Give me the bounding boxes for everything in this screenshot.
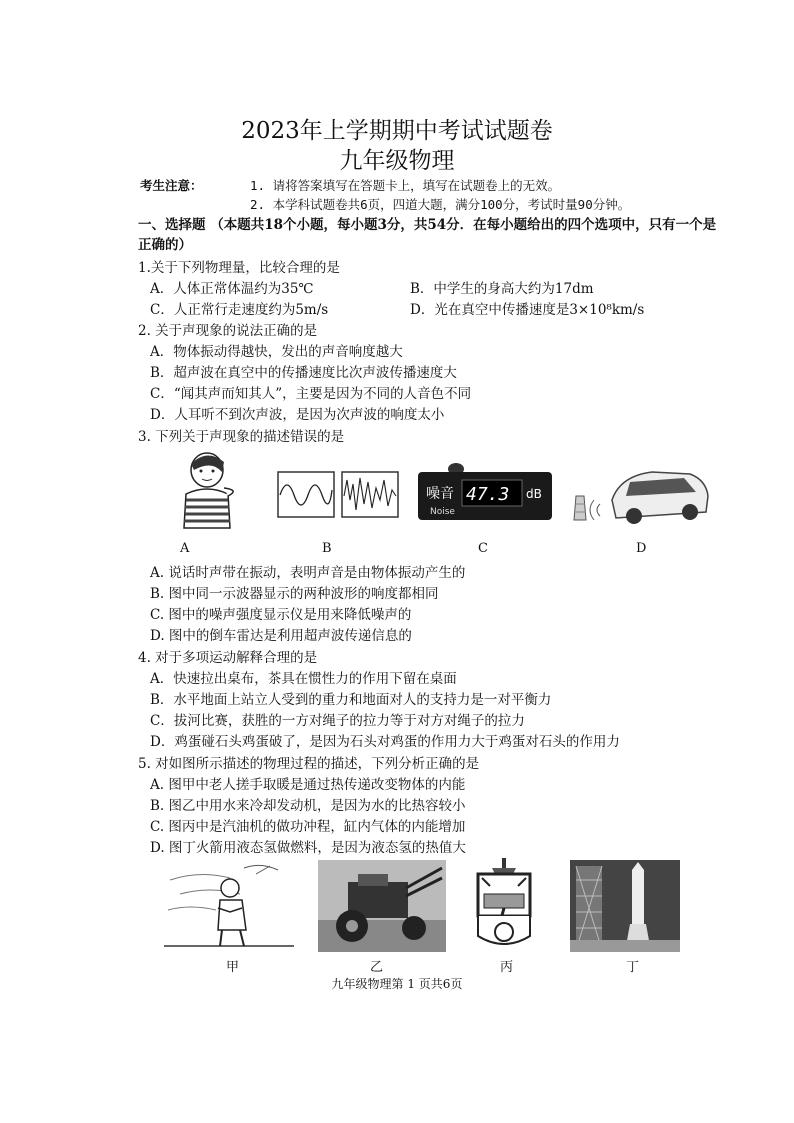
rocket-launch-figure bbox=[570, 860, 680, 952]
q2-option-a: A．物体振动得越快，发出的声音响度越大 bbox=[150, 344, 403, 360]
person-speaking-figure bbox=[172, 450, 254, 530]
q5-fig-label-yi: 乙 bbox=[370, 960, 384, 975]
meter-label: 噪音 bbox=[426, 486, 454, 502]
q2-option-d: D．人耳听不到次声波，是因为次声波的响度太小 bbox=[150, 407, 445, 423]
q1-option-b: B．中学生的身高大约为17dm bbox=[410, 281, 594, 297]
q5-fig-label-bing: 丙 bbox=[500, 960, 514, 975]
q3-fig-label-d: D bbox=[636, 541, 647, 556]
notice-item-1: 1. 请将答案填写在答题卡上，填写在试题卷上的无效。 bbox=[250, 178, 561, 193]
q3-fig-label-b: B bbox=[322, 541, 332, 556]
meter-noise-text: Noise bbox=[430, 507, 455, 517]
q1-option-a: A．人体正常体温约为35℃ bbox=[150, 281, 314, 297]
noise-meter-figure bbox=[416, 462, 554, 522]
q5-stem: 5. 对如图所示描述的物理过程的描述，下列分析正确的是 bbox=[138, 756, 480, 772]
q2-option-c: C．“闻其声而知其人”，主要是因为不同的人音色不同 bbox=[150, 386, 472, 402]
q2-option-b: B．超声波在真空中的传播速度比次声波传播速度大 bbox=[150, 365, 457, 381]
q1-option-c: C．人正常行走速度约为5m/s bbox=[150, 302, 329, 318]
q5-option-b: B. 图乙中用水来冷却发动机，是因为水的比热容较小 bbox=[150, 798, 466, 814]
q5-option-c: C. 图丙中是汽油机的做功冲程，缸内气体的内能增加 bbox=[150, 819, 466, 835]
engine-cylinder-figure bbox=[468, 856, 540, 952]
q4-option-b: B．水平地面上站立人受到的重力和地面对人的支持力是一对平衡力 bbox=[150, 692, 552, 708]
page-subtitle: 九年级物理 bbox=[339, 148, 455, 174]
q4-option-d: D．鸡蛋碰石头鸡蛋破了，是因为石头对鸡蛋的作用力大于鸡蛋对石头的作用力 bbox=[150, 734, 620, 750]
q3-option-a: A. 说话时声带在振动，表明声音是由物体振动产生的 bbox=[150, 565, 466, 581]
q4-option-a: A．快速拉出桌布，茶具在惯性力的作用下留在桌面 bbox=[150, 671, 457, 687]
q1-option-d: D．光在真空中传播速度是3×10⁸km/s bbox=[410, 302, 645, 318]
page-footer: 九年级物理第 1 页共6页 bbox=[331, 977, 463, 991]
q4-option-c: C．拔河比赛，获胜的一方对绳子的拉力等于对方对绳子的拉力 bbox=[150, 713, 525, 729]
reversing-radar-figure bbox=[572, 460, 712, 528]
q5-fig-label-jia: 甲 bbox=[226, 960, 240, 975]
q1-stem: 1.关于下列物理量，比较合理的是 bbox=[138, 260, 340, 276]
q3-option-b: B. 图中同一示波器显示的两种波形的响度都相同 bbox=[150, 586, 439, 602]
meter-value: 47.3 bbox=[466, 484, 510, 505]
q3-option-d: D. 图中的倒车雷达是利用超声波传递信息的 bbox=[150, 628, 412, 644]
q4-stem: 4. 对于多项运动解释合理的是 bbox=[138, 650, 318, 666]
q5-option-d: D. 图丁火箭用液态氢做燃料，是因为液态氢的热值大 bbox=[150, 840, 466, 856]
q3-stem: 3. 下列关于声现象的描述错误的是 bbox=[138, 429, 345, 445]
notice-label: 考生注意： bbox=[140, 178, 203, 193]
section-heading: 一、选择题 （本题共18个小题，每小题3分，共54分．在每小题给出的四个选项中，只有一个是正确的） bbox=[138, 217, 717, 253]
old-man-rubbing-hands-figure bbox=[160, 860, 298, 952]
q5-option-a: A. 图甲中老人搓手取暖是通过热传递改变物体的内能 bbox=[150, 777, 466, 793]
walking-tractor-figure bbox=[318, 860, 446, 952]
oscilloscope-waveforms-figure bbox=[276, 470, 401, 520]
meter-unit: dB bbox=[526, 487, 542, 501]
q3-option-c: C. 图中的噪声强度显示仪是用来降低噪声的 bbox=[150, 607, 412, 623]
page-title: 2023年上学期期中考试试题卷 bbox=[241, 118, 553, 144]
q3-fig-label-a: A bbox=[180, 541, 190, 556]
q2-stem: 2. 关于声现象的说法正确的是 bbox=[138, 323, 318, 339]
q3-fig-label-c: C bbox=[478, 541, 488, 556]
notice-item-2: 2. 本学科试题卷共6页，四道大题，满分100分，考试时量90分钟。 bbox=[250, 197, 631, 212]
q5-fig-label-ding: 丁 bbox=[626, 960, 640, 975]
